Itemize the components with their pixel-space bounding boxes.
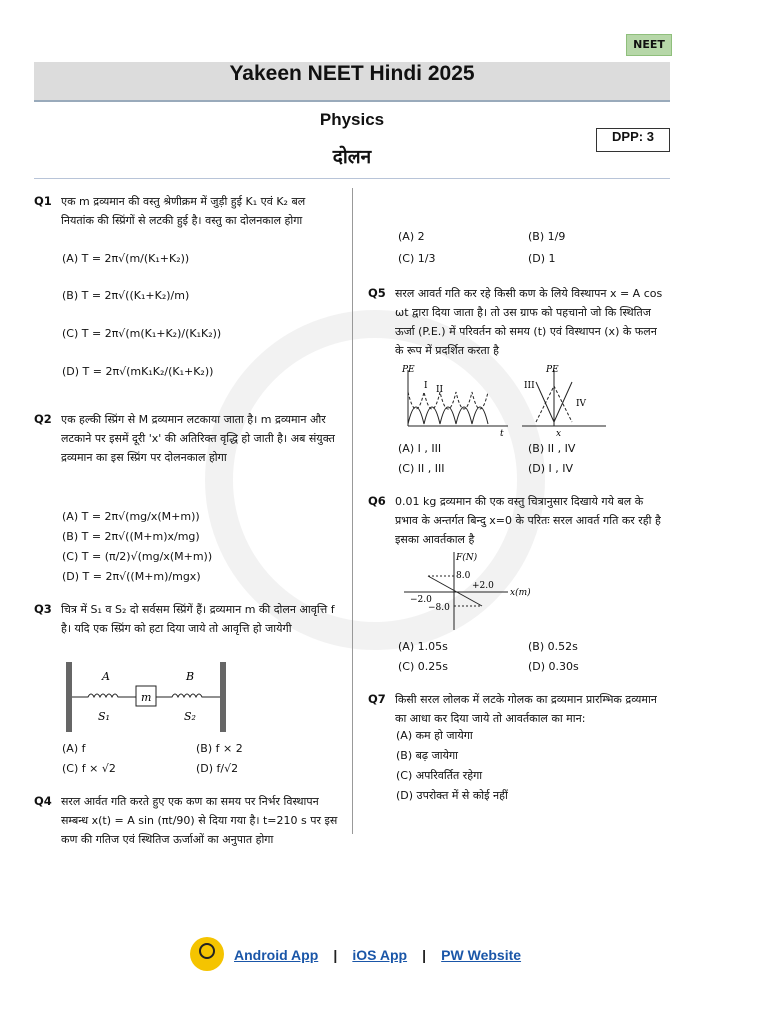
option-a[interactable]: (A) f [62,742,86,755]
question-number: Q4 [34,794,52,808]
option-b[interactable]: (B) T = 2π√((K₁+K₂)/m) [62,289,190,302]
question-number: Q2 [34,412,52,426]
option-d[interactable]: (D) 1 [528,252,556,265]
chapter-heading: दोलन [332,146,372,168]
option-d[interactable]: (D) f/√2 [196,762,239,775]
label-iii: III [524,381,535,391]
footer-links [234,945,521,964]
option-b[interactable]: (B) f × 2 [196,742,243,755]
option-c[interactable]: (C) 0.25s [398,660,448,673]
label-plus2: +2.0 [472,581,494,591]
option-d[interactable]: (D) उपरोक्त में से कोई नहीं [396,789,508,802]
header-divider [34,178,670,179]
force-graph-figure [398,548,548,632]
pw-website-link[interactable]: PW Website [441,947,522,963]
customer-service-icon [190,937,224,971]
option-c[interactable]: (C) T = 2π√(m(K₁+K₂)/(K₁K₂)) [62,327,222,340]
option-d[interactable]: (D) I , IV [528,462,574,475]
axis-pe-2: PE [546,365,559,375]
question-text: चित्र में S₁ व S₂ दो सर्वसम स्प्रिंगें हैं। द्रव्यमान m की दोलन आवृत्ति f है। यदि एक स्प्रिंग को हटा दिया जाये तो आवृत्ति हो जायेगी [61,603,335,635]
label-ii: II [436,385,444,395]
option-d[interactable]: (D) T = 2π√(mK₁K₂/(K₁+K₂)) [62,365,214,378]
question-text: सरल आर्वत गति करते हुए एक कण का समय पर निर्भर विस्थापन सम्बन्ध x(t) = A sin (πt/90) से दिया गया है। t=210 s पर इस कण की गतिज एवं स्थितिज ऊर्जाओं का अनुपात होगा [61,795,338,846]
ios-app-link[interactable]: iOS App [352,947,408,963]
question-text: एक हल्की स्प्रिंग से M द्रव्यमान लटकाया जाता है। m द्रव्यमान और लटकाने पर इसमें दूरी 'x' की अतिरिक्त वृद्धि हो जाती है। अब संयुक्त द्रव्यमान का इस स्प्रिंग पर दोलनकाल होगा [61,413,335,464]
option-c[interactable]: (C) f × √2 [62,762,116,775]
option-a[interactable]: (A) T = 2π√(m/(K₁+K₂)) [62,252,190,265]
footer-separator: | [333,947,338,963]
option-d[interactable]: (D) 0.30s [528,660,579,673]
label-mass: m [141,691,152,704]
axis-f: F(N) [456,553,478,563]
page-title: Yakeen NEET Hindi 2025 [34,62,670,102]
label-a: A [102,670,110,683]
label-b: B [186,670,195,683]
option-a[interactable]: (A) 1.05s [398,640,448,653]
option-c[interactable]: (C) T = (π/2)√(mg/x(M+m)) [62,550,213,563]
label-iv: IV [576,399,587,409]
subject-heading: Physics [319,110,385,129]
label-8: 8.0 [456,571,471,581]
question-text: किसी सरल लोलक में लटके गोलक का द्रव्यमान प्रारम्भिक द्रव्यमान का आधा कर दिया जाये तो आवर्तकाल का मान: [395,693,657,725]
label-i: I [424,381,428,391]
option-b[interactable]: (B) 1/9 [528,230,566,243]
option-c[interactable]: (C) II , III [398,462,445,475]
exam-tag: NEET [626,34,672,56]
android-app-link[interactable]: Android App [234,947,319,963]
option-d[interactable]: (D) T = 2π√((M+m)/mgx) [62,570,201,583]
label-minus8: −8.0 [428,603,450,613]
question-text: एक m द्रव्यमान की वस्तु श्रेणीक्रम में जुड़ी हुई K₁ एवं K₂ बल नियतांक की स्प्रिंगों से लटकी हुई है। वस्तु का दोलनकाल होगा [61,195,306,227]
option-b[interactable]: (B) II , IV [528,442,576,455]
option-a[interactable]: (A) 2 [398,230,425,243]
axis-pe-1: PE [402,365,415,375]
question-text: सरल आवर्त गति कर रहे किसी कण के लिये विस्थापन x = A cos ωt द्वारा दिया जाता है। तो उस ग्राफ को पहचानो जो कि स्थितिज ऊर्जा (P.E.) में परिवर्तन को समय (t) एवं विस्थापन (x) के फलन के रूप में प्रदर्शित करता है [395,287,663,357]
label-s1: S₁ [98,710,110,723]
option-a[interactable]: (A) कम हो जायेगा [396,729,473,742]
question-number: Q1 [34,194,52,208]
dpp-badge: DPP: 3 [596,128,670,152]
option-c[interactable]: (C) अपरिवर्तित रहेगा [396,769,483,782]
label-s2: S₂ [184,710,196,723]
question-number: Q5 [368,286,386,300]
question-number: Q3 [34,602,52,616]
option-b[interactable]: (B) बढ़ जायेगा [396,749,459,762]
energy-graph-figure [396,362,612,436]
column-divider [352,188,353,834]
axis-x: x [556,429,562,436]
question-number: Q6 [368,494,386,508]
footer-separator: | [422,947,427,963]
axis-t: t [500,429,504,436]
axis-xm: x(m) [510,588,531,598]
question-text: 0.01 kg द्रव्यमान की एक वस्तु चित्रानुसार दिखाये गये बल के प्रभाव के अन्तर्गत बिन्दु x=0 के परितः सरल आवर्त गति कर रही है इसका आवर्तकाल है [395,495,661,546]
option-c[interactable]: (C) 1/3 [398,252,436,265]
label-minus2: −2.0 [410,595,432,605]
option-b[interactable]: (B) T = 2π√((M+m)x/mg) [62,530,200,543]
option-a[interactable]: (A) T = 2π√(mg/x(M+m)) [62,510,200,523]
option-a[interactable]: (A) I , III [398,442,442,455]
option-b[interactable]: (B) 0.52s [528,640,578,653]
question-number: Q7 [368,692,386,706]
spring-mass-figure [62,660,232,734]
